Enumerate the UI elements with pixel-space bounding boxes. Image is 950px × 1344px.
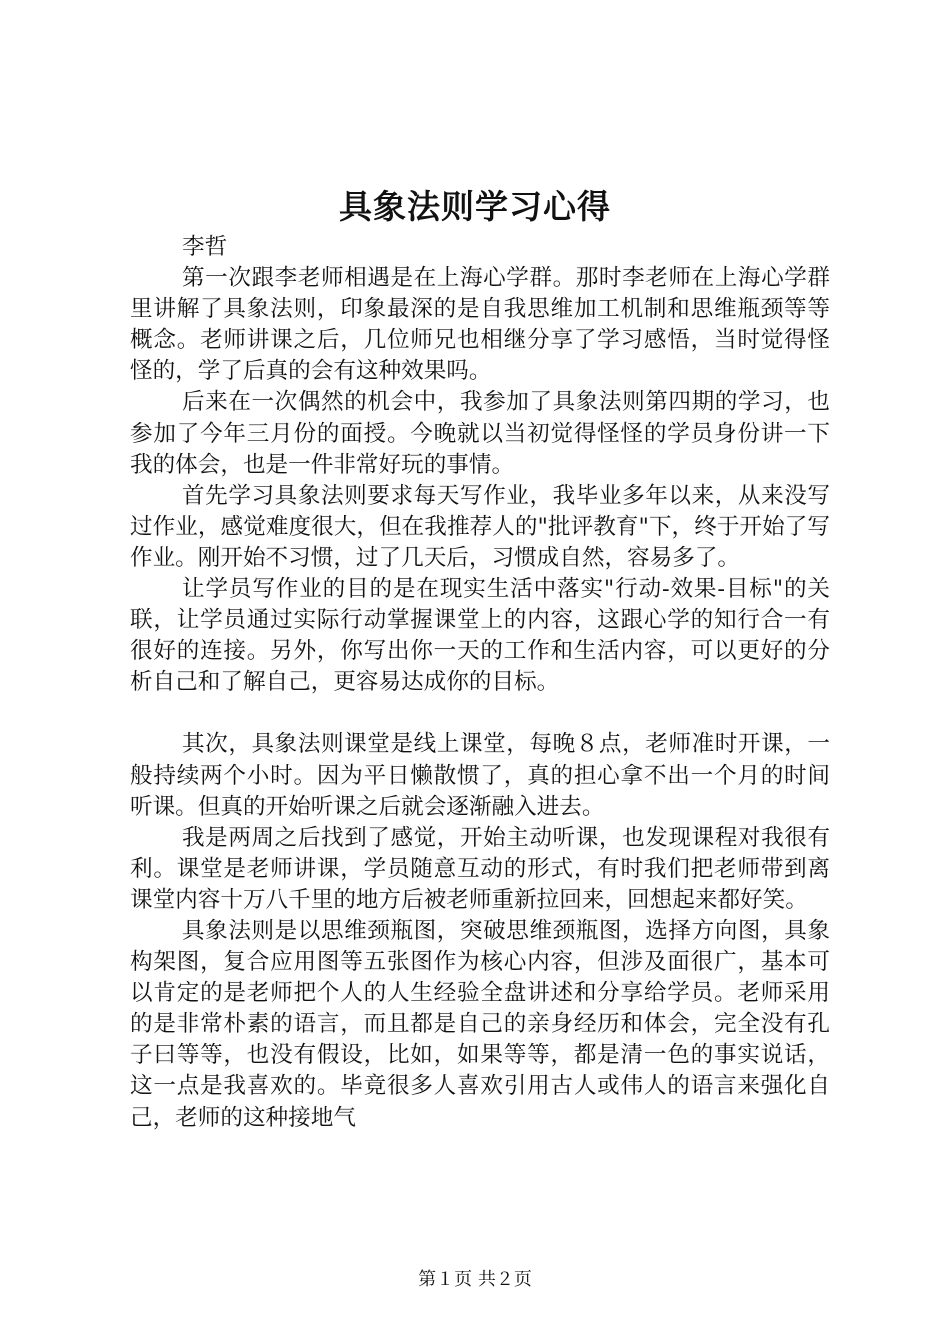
page-total: 共２页 [477, 1269, 532, 1290]
page-footer [0, 1268, 950, 1292]
document-title: 具象法则学习心得 [339, 187, 611, 226]
page-number: 第１页 [418, 1269, 473, 1290]
paragraph-3: 首先学习具象法则要求每天写作业，我毕业多年以来，从来没写过作业，感觉难度很大，但在我推荐人的"批评教育"下，终于开始了写作业。刚开始不习惯，过了几天后，习惯成自然，容易多了。 [130, 482, 830, 571]
paragraph-5: 其次，具象法则课堂是线上课堂，每晚８点，老师准时开课，一般持续两个小时。因为平日懒散惯了，真的担心拿不出一个月的时间听课。但真的开始听课之后就会逐渐融入进去。 [130, 731, 830, 820]
document-body [130, 232, 830, 1134]
paragraph-2: 后来在一次偶然的机会中，我参加了具象法则第四期的学习，也参加了今年三月份的面授。今晚就以当初觉得怪怪的学员身份讲一下我的体会，也是一件非常好玩的事情。 [130, 389, 830, 478]
paragraph-4: 让学员写作业的目的是在现实生活中落实"行动-效果-目标"的关联，让学员通过实际行动掌握课堂上的内容，这跟心学的知行合一有很好的连接。另外，你写出你一天的工作和生活内容，可以更好的分析自己和了解自己，更容易达成你的目标。 [130, 576, 830, 696]
paragraph-1: 第一次跟李老师相遇是在上海心学群。那时李老师在上海心学群里讲解了具象法则，印象最深的是自我思维加工机制和思维瓶颈等等概念。老师讲课之后，几位师兄也相继分享了学习感悟，当时觉得怪怪的，学了后真的会有这种效果吗。 [130, 265, 830, 385]
paragraph-7: 具象法则是以思维颈瓶图，突破思维颈瓶图，选择方向图，具象构架图，复合应用图等五张图作为核心内容，但涉及面很广，基本可以肯定的是老师把个人的人生经验全盘讲述和分享给学员。老师采用的是非常朴素的语言，而且都是自己的亲身经历和体会，完全没有孔子曰等等，也没有假设，比如，如果等等，都是清一色的事实说话，这一点是我喜欢的。毕竟很多人喜欢引用古人或伟人的语言来强化自己，老师的这种接地气 [130, 917, 830, 1131]
author-name: 李哲 [182, 234, 228, 260]
paragraph-6: 我是两周之后找到了感觉，开始主动听课，也发现课程对我很有利。课堂是老师讲课，学员随意互动的形式，有时我们把老师带到离课堂内容十万八千里的地方后被老师重新拉回来，回想起来都好笑。 [130, 824, 830, 913]
